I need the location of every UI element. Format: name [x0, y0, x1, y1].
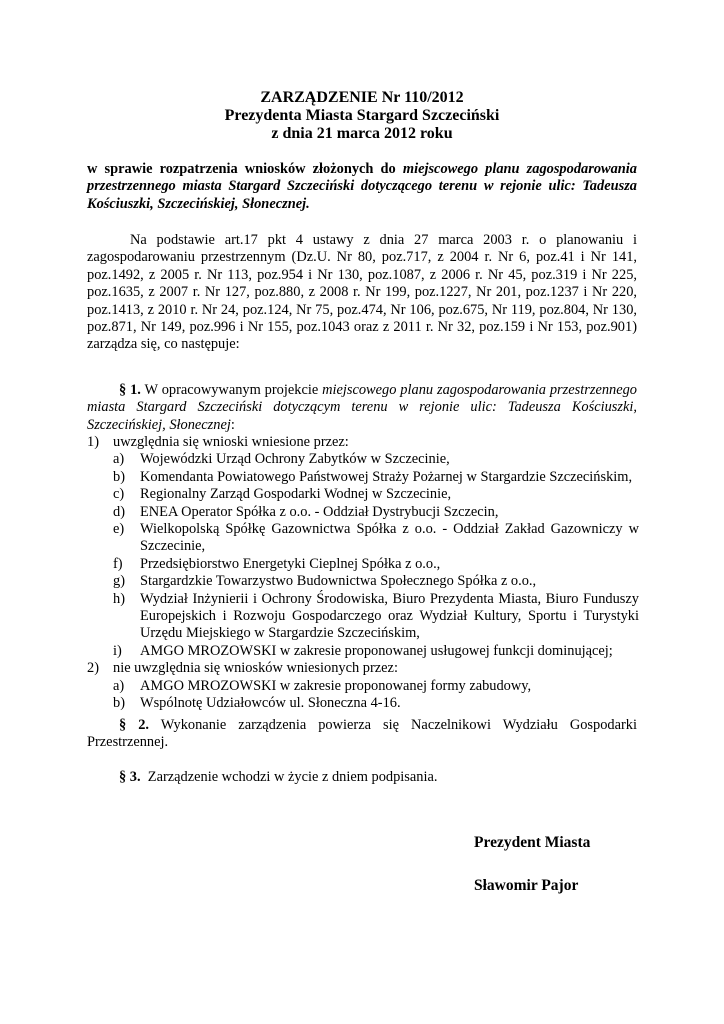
- item-letter: h): [113, 590, 125, 607]
- item-letter: d): [113, 503, 125, 520]
- subject-italic: miejscowego planu zagospodarowania przestrzennego miasta Stargard Szczeciński dotyczącego terenu w rejonie ulic: Tadeusza Kościuszki, Szczecińskiej, Słonecznej.: [87, 161, 637, 212]
- list-item: [87, 678, 639, 695]
- issue-date: z dnia 21 marca 2012 roku: [271, 125, 453, 142]
- list-point-1: [87, 434, 639, 451]
- item-text: Wielkopolską Spółkę Gazownictwa Spółka z o.o. - Oddział Zakład Gazowniczy w Szczecinie,: [140, 521, 639, 555]
- item-text: Wojewódzki Urząd Ochrony Zabytków w Szczecinie,: [140, 451, 450, 468]
- item-letter: g): [113, 573, 125, 590]
- point-number: 2): [87, 660, 99, 677]
- section-1-lead: W opracowywanym projekcie: [140, 382, 323, 398]
- section-1-mark: § 1.: [119, 382, 141, 398]
- section-2: [87, 717, 637, 752]
- point-number: 1): [87, 434, 99, 450]
- section-1: [87, 382, 637, 434]
- list-item: [87, 469, 639, 486]
- section-2-text: Wykonanie zarządzenia powierza się Naczelnikowi Wydziału Gospodarki Przestrzennej.: [87, 717, 637, 751]
- legal-basis: Na podstawie art.17 pkt 4 ustawy z dnia 27 marca 2003 r. o planowaniu i zagospodarowaniu przestrzennym (Dz.U. Nr 80, poz.717, z 2004 r. Nr 6, poz.41 i Nr 141, poz.1492, z 2005 r. Nr 113, poz.954 i Nr 130, poz.1087, z 2006 r. Nr 45, poz.319 i Nr 225, poz.1635, z 2007 r. Nr 127, poz.880, z 2008 r. Nr 199, poz.1227, Nr 201, poz.1237 i Nr 220, poz.1413, z 2010 r. Nr 24, poz.124, Nr 75, poz.474, Nr 106, poz.675, Nr 119, poz.804, Nr 130, poz.871, Nr 149, poz.996 i Nr 155, poz.1043 oraz z 2011 r. Nr 32, poz.159 i Nr 153, poz.901) zarządza się, co następuje:: [87, 232, 637, 353]
- item-letter: e): [113, 521, 125, 538]
- list-item: [87, 504, 639, 521]
- item-text: Stargardzkie Towarzystwo Budownictwa Społecznego Spółka z o.o.,: [140, 573, 537, 590]
- item-letter: c): [113, 486, 125, 503]
- item-letter: i): [113, 642, 122, 659]
- section-3: [87, 769, 637, 786]
- item-text: Regionalny Zarząd Gospodarki Wodnej w Szczecinie,: [140, 486, 452, 503]
- ordinance-number: ZARZĄDZENIE Nr 110/2012: [260, 89, 464, 106]
- list-item: [87, 521, 639, 556]
- item-letter: b): [113, 468, 125, 485]
- subject-lead: w sprawie rozpatrzenia wniosków złożonych do: [87, 161, 403, 177]
- section-1-italic: miejscowego planu zagospodarowania przestrzennego miasta Stargard Szczeciński dotyczącym terenu w rejonie ulic: Tadeusza Kościuszki, Szczecińskiej, Słonecznej: [87, 382, 637, 433]
- item-letter: a): [113, 677, 125, 694]
- item-letter: f): [113, 555, 123, 572]
- section-2-mark: § 2.: [119, 717, 150, 733]
- section-1-tail: :: [230, 416, 235, 433]
- item-letter: b): [113, 695, 125, 712]
- section-3-mark: § 3.: [119, 769, 141, 785]
- list-item: [87, 451, 639, 468]
- item-text: AMGO MROZOWSKI w zakresie proponowanej formy zabudowy,: [140, 677, 532, 694]
- point-text: uwzględnia się wnioski wniesione przez:: [113, 434, 349, 450]
- list-item: [87, 573, 639, 590]
- list-item: [87, 486, 639, 503]
- list-item: [87, 556, 639, 573]
- item-text: Wydział Inżynierii i Ochrony Środowiska, Biuro Prezydenta Miasta, Biuro Funduszy Europejskich i Rozwoju Gospodarczego oraz Wydział Kultury, Sportu i Turystyki Urzędu Miejskiego w Stargardzie Szczecińskim,: [140, 590, 639, 642]
- list-item: [87, 695, 639, 712]
- section-1-list: [87, 434, 639, 713]
- item-text: Przedsiębiorstwo Energetyki Cieplnej Spółka z o.o.,: [140, 555, 441, 572]
- item-text: Komendanta Powiatowego Państwowej Straży Pożarnej w Stargardzie Szczecińskim,: [140, 468, 633, 485]
- item-text: ENEA Operator Spółka z o.o. - Oddział Dystrybucji Szczecin,: [140, 503, 499, 520]
- item-text: AMGO MROZOWSKI w zakresie proponowanej usługowej funkcji dominującej;: [140, 642, 613, 659]
- signatory-title: Prezydent Miasta: [474, 834, 591, 851]
- item-letter: a): [113, 451, 125, 468]
- point-text: nie uwzględnia się wniosków wniesionych przez:: [113, 660, 398, 677]
- list-item: [87, 643, 639, 660]
- signatory-name: Sławomir Pajor: [474, 877, 579, 894]
- item-text: Wspólnotę Udziałowców ul. Słoneczna 4-16.: [140, 695, 401, 712]
- issuer: Prezydenta Miasta Stargard Szczeciński: [224, 107, 500, 124]
- section-3-text: Zarządzenie wchodzi w życie z dniem podpisania.: [140, 769, 438, 785]
- list-point-2: [87, 660, 639, 677]
- subject: [87, 161, 637, 213]
- list-item: [87, 591, 639, 643]
